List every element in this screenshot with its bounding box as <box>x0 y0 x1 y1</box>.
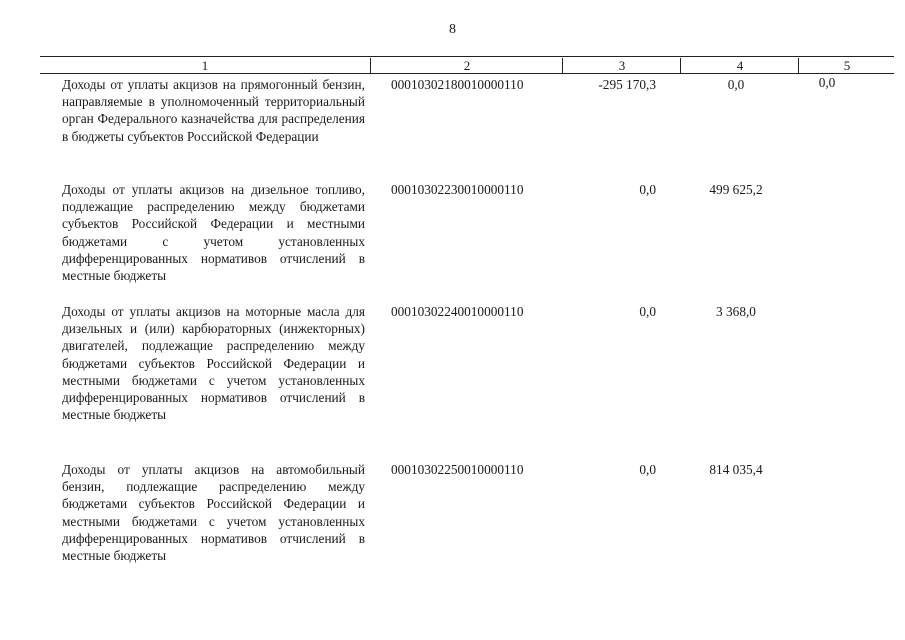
row-code: 00010302180010000110 <box>391 77 524 92</box>
header-col-4: 4 <box>680 58 799 73</box>
row-col4-value: 0,0 <box>727 77 745 92</box>
row-col5-value: 0,0 <box>818 75 836 90</box>
row-code: 00010302250010000110 <box>391 462 524 477</box>
row-col3-value: 0,0 <box>639 304 656 319</box>
row-code: 00010302240010000110 <box>391 304 524 319</box>
row-description: Доходы от уплаты акцизов на дизельное топливо, подлежащие распределению между бюджетами субъектов Российской Федерации и местными бюджетами с учетом установленных дифференцированных нормативов отчислений в местные бюджеты <box>62 182 365 284</box>
page-number: 8 <box>449 22 456 37</box>
row-col4-value: 499 625,2 <box>709 182 763 197</box>
header-col-2: 2 <box>370 58 563 73</box>
table-top-rule <box>40 56 894 57</box>
header-col-1: 1 <box>201 58 209 73</box>
row-description: Доходы от уплаты акцизов на моторные масла для дизельных и (или) карбюраторных (инжекторных) двигателей, подлежащие распределению между бюджетами субъектов Российской Федерации и местными бюджетами с учетом установленных дифференцированных нормативов отчислений в местные бюджеты <box>62 304 365 423</box>
header-col-3: 3 <box>562 58 681 73</box>
row-col4-value: 814 035,4 <box>709 462 763 477</box>
row-col3-value: 0,0 <box>639 462 656 477</box>
row-description: Доходы от уплаты акцизов на прямогонный бензин, направляемые в уполномоченный территориальный орган Федерального казначейства для распределения в бюджеты субъектов Российской Федерации <box>62 77 365 144</box>
row-code: 00010302230010000110 <box>391 182 524 197</box>
row-description: Доходы от уплаты акцизов на автомобильный бензин, подлежащие распределению между бюджетами субъектов Российской Федерации и местными бюджетами с учетом установленных дифференцированных нормативов отчислений в местные бюджеты <box>62 462 365 564</box>
header-col-5: 5 <box>798 58 895 73</box>
table-header-row <box>40 58 894 74</box>
row-col3-value: 0,0 <box>639 182 656 197</box>
row-col3-value: -295 170,3 <box>598 77 656 92</box>
row-col4-value: 3 368,0 <box>716 304 756 319</box>
